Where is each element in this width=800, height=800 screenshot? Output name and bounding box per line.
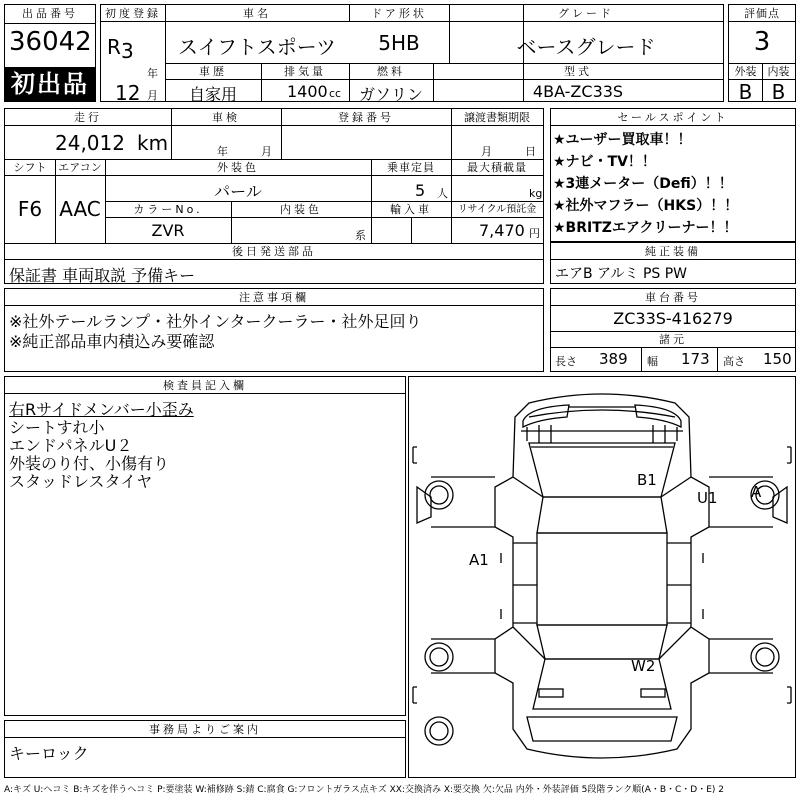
inspector-label: 検査員記入欄	[163, 379, 247, 392]
door-label: ドア形状	[371, 7, 427, 20]
score-box	[728, 4, 796, 102]
sales-points-box	[550, 108, 796, 242]
history: 自家用	[188, 85, 237, 104]
chassis-number: ZC33S-416279	[613, 309, 733, 328]
inspector-line: エンドパネルU２	[9, 436, 133, 455]
int-color-label: 内装色	[280, 203, 322, 216]
chassis-box	[550, 288, 796, 372]
damage-mark-b1: B1	[637, 471, 657, 489]
door-type: 5HB	[378, 31, 420, 55]
interior-grade: B	[771, 80, 786, 104]
chassis-label: 車台番号	[645, 291, 701, 304]
era: R	[107, 35, 121, 59]
lot-number: 36042	[9, 27, 92, 57]
later-parts-label: 後日発送部品	[232, 245, 316, 258]
caution-line: ※社外テールランプ・社外インタークーラー・社外足回り	[9, 312, 422, 331]
inspector-box	[4, 376, 406, 716]
interior-label: 内装	[767, 65, 790, 78]
damage-mark-a1: A1	[469, 551, 489, 569]
legend: A:キズ U:ヘコミ B:キズを伴うヘコミ P:要塗装 W:補修跡 S:錆 C:腐食 G:フロントガラス点キズ XX:交換済み X:要交換 欠:欠品 内外・外装評価 5段階ランク順(A・B・C・D・E) 2	[4, 785, 725, 795]
equipment-value: エアB アルミ PS PW	[555, 266, 688, 282]
reg-month: 12	[115, 81, 141, 105]
capacity: 5	[415, 181, 426, 200]
transfer-day-unit: 日	[525, 145, 536, 158]
plate-label: 登録番号	[338, 111, 394, 124]
inspection-year-unit: 年	[217, 145, 228, 158]
damage-mark-w2: W2	[631, 657, 656, 675]
car-diagram	[409, 377, 795, 777]
import-label: 輸入車	[390, 203, 432, 216]
inspector-line: 外装のり付、小傷有り	[9, 454, 170, 473]
sales-points-label: セールスポイント	[617, 111, 729, 124]
int-color-suffix: 系	[355, 229, 366, 242]
length: 389	[599, 350, 628, 368]
transfer-month-unit: 月	[481, 145, 492, 158]
month-unit: 月	[147, 89, 158, 102]
shift-label: シフト	[13, 161, 47, 174]
damage-mark-u1: U1	[697, 489, 718, 507]
shift: F6	[17, 197, 43, 221]
model-name-label: 車名	[243, 7, 271, 20]
lot-number-box	[4, 4, 96, 102]
mileage-label: 走行	[74, 111, 102, 124]
exterior-grade: B	[738, 80, 753, 104]
exterior-label: 外装	[734, 65, 757, 78]
equipment-label: 純正装備	[645, 245, 701, 258]
score-label: 評価点	[744, 7, 780, 20]
length-label: 長さ	[555, 355, 577, 368]
displacement-label: 排気量	[284, 65, 326, 78]
color-no-label: カラーNo.	[133, 203, 203, 216]
mileage-unit: km	[137, 131, 169, 155]
sales-point: ★ユーザー買取車！！	[553, 132, 692, 148]
equipment-box	[550, 242, 796, 284]
car-diagram-box	[408, 376, 796, 778]
color-no: ZVR	[151, 221, 185, 240]
sales-point: ★3連メーター（Defi）！！	[553, 176, 733, 192]
displacement-unit: cc	[329, 87, 342, 100]
width-label: 幅	[647, 355, 658, 368]
recycle-label: リサイクル預託金	[457, 204, 537, 215]
header-table	[100, 4, 724, 105]
sales-point: ★社外マフラー（HKS）！！	[553, 198, 739, 214]
ext-color: パール	[214, 182, 262, 201]
fuel-label: 燃料	[377, 65, 405, 78]
damage-mark-a: A	[751, 483, 762, 501]
ext-color-label: 外装色	[217, 161, 259, 174]
history-label: 車歴	[199, 65, 227, 78]
model-code: 4BA-ZC33S	[532, 82, 624, 101]
inspection-month-unit: 月	[261, 145, 272, 158]
max-load-label: 最大積載量	[467, 161, 527, 174]
width: 173	[681, 350, 710, 368]
fuel: ガソリン	[358, 85, 423, 104]
reg-year: 3	[121, 39, 134, 63]
height-label: 高さ	[723, 355, 745, 368]
caution-label: 注意事項欄	[239, 291, 309, 304]
later-parts: 保証書 車両取説 予備キー	[9, 266, 196, 285]
transfer-label: 譲渡書類期限	[464, 111, 530, 124]
first-listing-text: 初出品	[11, 70, 89, 98]
score: 3	[753, 27, 771, 57]
sales-point: ★BRITZエアクリーナー！！	[553, 220, 738, 236]
model-code-label: 型式	[564, 65, 592, 78]
ac-label: エアコン	[58, 161, 102, 174]
first-reg-label: 初度登録	[105, 7, 161, 20]
caution-box	[4, 288, 544, 372]
vehicle-details-table	[4, 108, 544, 284]
office-value: キーロック	[9, 744, 89, 763]
recycle-unit: 円	[529, 227, 540, 240]
first-listing-badge	[5, 67, 95, 101]
caution-line: ※純正部品車内積込み要確認	[9, 332, 215, 351]
capacity-unit: 人	[437, 187, 448, 200]
grade-label: グレード	[558, 7, 614, 20]
capacity-label: 乗車定員	[387, 161, 435, 174]
ac: AAC	[59, 197, 101, 221]
height: 150	[763, 350, 792, 368]
inspector-line: スタッドレスタイヤ	[9, 472, 153, 491]
specs-label: 諸元	[659, 333, 687, 346]
lot-number-label: 出品番号	[22, 7, 78, 20]
grade: ベースグレード	[516, 35, 656, 59]
mileage: 24,012	[55, 131, 125, 155]
max-load-unit: kg	[529, 187, 543, 200]
sales-point: ★ナビ・TV！！	[553, 154, 656, 170]
inspector-line: シートすれ小	[9, 418, 105, 437]
model-name: スイフトスポーツ	[178, 35, 336, 59]
office-box	[4, 720, 406, 778]
recycle-amount: 7,470	[479, 221, 525, 240]
displacement: 1400	[287, 82, 328, 101]
inspection-label: 車検	[212, 111, 240, 124]
year-unit: 年	[147, 67, 158, 80]
inspector-line: 右Rサイドメンバー小歪み	[9, 400, 194, 419]
office-label: 事務局よりご案内	[149, 723, 261, 736]
